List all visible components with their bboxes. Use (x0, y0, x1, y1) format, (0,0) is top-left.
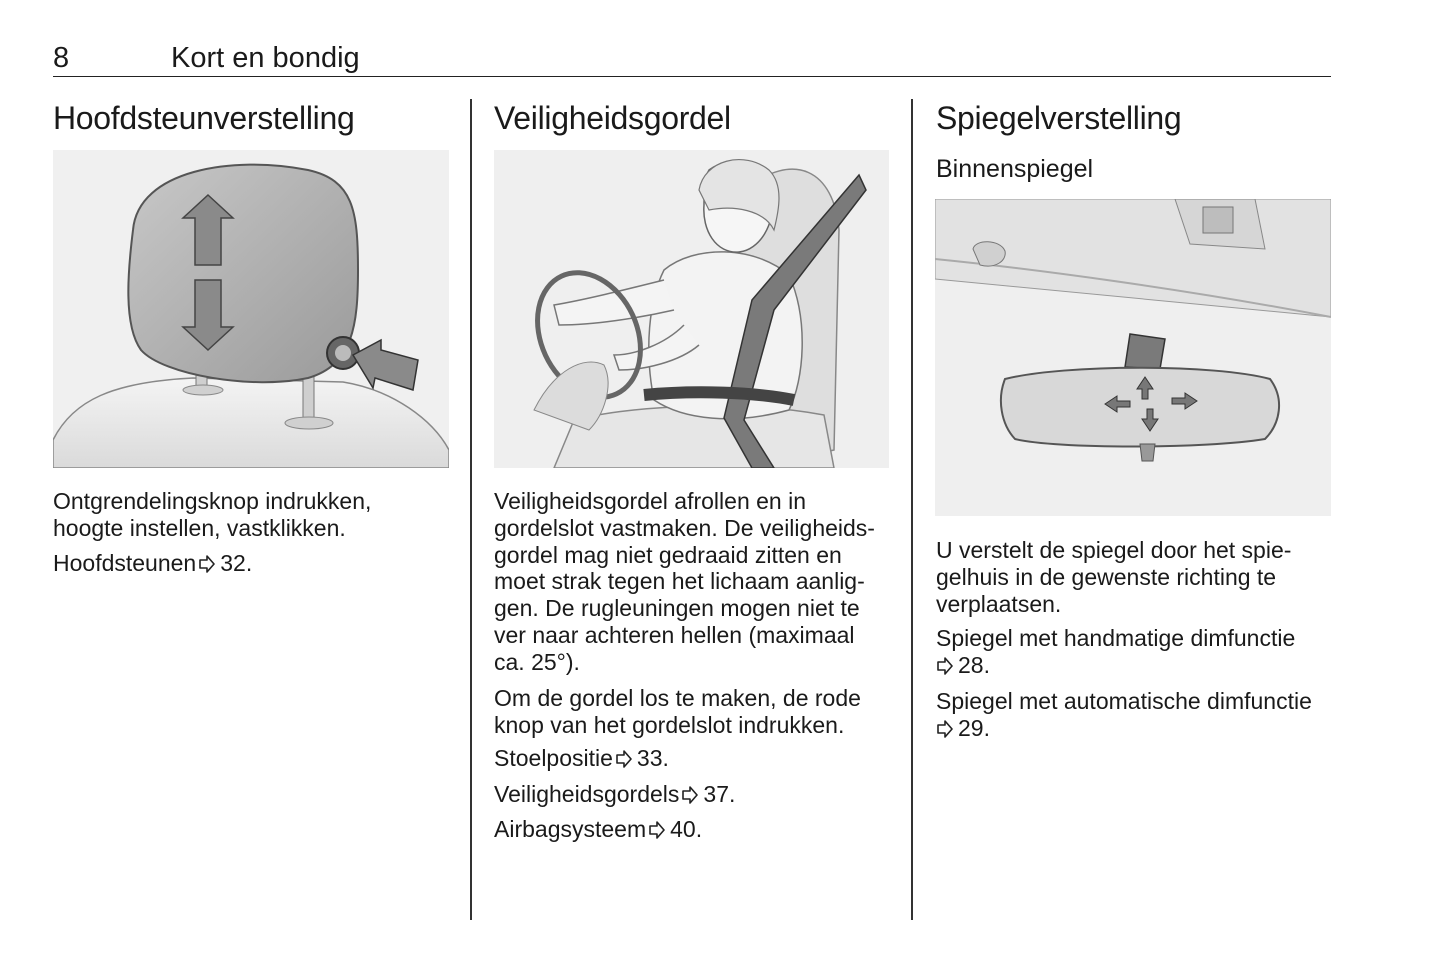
text-line: hoogte instellen, vastklikken. (53, 514, 346, 541)
text-line: gordelslot vastmaken. De veiligheids- (494, 514, 875, 541)
reference-label: Hoofdsteunen (53, 550, 197, 576)
reference-page: 28. (958, 651, 990, 678)
reference-page: 37. (703, 781, 736, 807)
section-subtitle: Binnenspiegel (936, 155, 1094, 183)
column-divider (470, 99, 472, 920)
reference-label: Spiegel met handmatige dimfunctie (936, 625, 1296, 651)
page-reference-arrow-icon (936, 715, 954, 742)
text-line: ca. 25°). (494, 648, 580, 675)
page-header (53, 40, 1331, 77)
reference-label: Airbagsysteem (494, 816, 647, 842)
headrest-illustration (53, 150, 449, 468)
text-line: moet strak tegen het lichaam aanlig- (494, 568, 865, 595)
section-mirror (936, 100, 1182, 183)
reference-label: Stoelpositie (494, 745, 613, 771)
paragraph (936, 537, 1291, 617)
page-reference[interactable] (936, 625, 1295, 679)
page-reference-arrow-icon (198, 550, 216, 577)
paragraph (494, 488, 875, 676)
section-seatbelt (494, 100, 731, 137)
section-title: Veiligheidsgordel (494, 100, 731, 136)
seatbelt-driver-illustration (494, 150, 889, 468)
page-reference-arrow-icon (681, 781, 699, 808)
text-line: Veiligheidsgordel afrollen en in (494, 488, 806, 514)
text-line: gordel mag niet gedraaid zitten en (494, 541, 842, 568)
page-reference[interactable] (936, 688, 1312, 742)
section-headrest (53, 100, 354, 137)
section-title: Spiegelverstelling (936, 100, 1182, 136)
text-line: Om de gordel los te maken, de rode (494, 685, 861, 711)
reference-page: 40. (670, 816, 703, 842)
chapter-title: Kort en bondig (171, 42, 360, 74)
section-title: Hoofdsteunverstelling (53, 100, 355, 136)
reference-page: 29. (958, 714, 990, 741)
text-line: gen. De rugleuningen mogen niet te (494, 595, 860, 622)
text-line: U verstelt de spiegel door het spie- (936, 537, 1292, 563)
page-reference-arrow-icon (936, 652, 954, 679)
text-line: verplaatsen. (936, 590, 1062, 617)
rearview-mirror-illustration (935, 199, 1331, 516)
reference-label: Spiegel met automatische dimfunctie (936, 688, 1312, 714)
page-reference-arrow-icon (648, 816, 666, 843)
page-number: 8 (53, 42, 70, 74)
reference-page: 33. (636, 745, 669, 771)
paragraph (494, 685, 861, 739)
text-line: ver naar achteren hellen (maximaal (494, 621, 855, 648)
column-divider (911, 99, 913, 920)
page-reference-arrow-icon (615, 745, 633, 772)
reference-label: Veiligheidsgordels (494, 781, 680, 807)
page-reference[interactable] (53, 550, 252, 577)
text-line: Ontgrendelingsknop indrukken, (53, 488, 372, 514)
page-reference[interactable] (494, 745, 669, 772)
paragraph (53, 488, 371, 542)
page-reference[interactable] (494, 816, 702, 843)
text-line: knop van het gordelslot indrukken. (494, 711, 845, 738)
page-reference[interactable] (494, 781, 735, 808)
reference-page: 32. (220, 550, 253, 576)
text-line: gelhuis in de gewenste richting te (936, 563, 1277, 590)
